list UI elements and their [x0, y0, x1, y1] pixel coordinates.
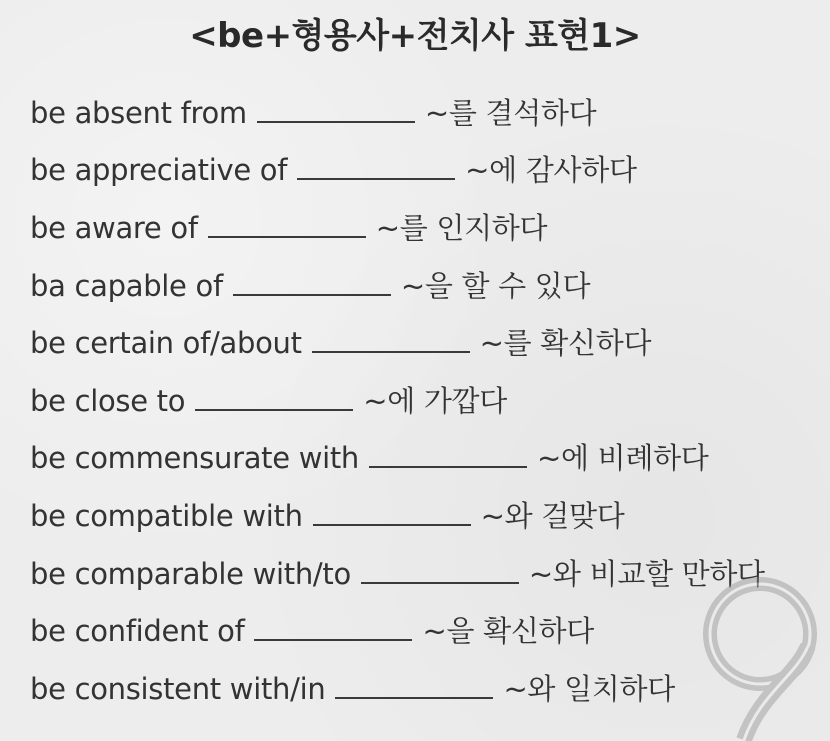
logo-watermark-icon: [690, 572, 830, 741]
list-item: [30, 487, 820, 545]
expression-phrase: be appreciative of: [30, 153, 288, 188]
blank-line: [361, 582, 519, 584]
blank-line: [195, 409, 353, 411]
blank-line: [257, 121, 415, 123]
page-title: <be+형용사+전치사 표현1>: [189, 16, 641, 56]
blank-line: [369, 466, 527, 468]
expression-meaning: ~을 확신하다: [422, 614, 594, 649]
expression-phrase: be confident of: [30, 614, 245, 649]
list-item: [30, 372, 820, 430]
blank-line: [297, 178, 455, 180]
expression-meaning: ~을 할 수 있다: [400, 268, 591, 303]
list-item: [30, 84, 820, 142]
expression-meaning: ~에 비례하다: [537, 441, 709, 476]
expression-phrase: be compatible with: [30, 498, 303, 533]
expression-meaning: ~와 일치하다: [503, 671, 675, 706]
list-item: [30, 314, 820, 372]
expression-phrase: be commensurate with: [30, 441, 360, 476]
list-item: [30, 430, 820, 488]
expression-meaning: ~를 확신하다: [479, 326, 652, 361]
expression-phrase: be close to: [30, 383, 186, 418]
expression-meaning: ~를 결석하다: [424, 95, 597, 130]
expression-meaning: ~에 감사하다: [465, 153, 637, 188]
expression-phrase: be certain of/about: [30, 326, 302, 361]
blank-line: [254, 639, 412, 641]
blank-line: [335, 697, 493, 699]
list-item: [30, 199, 820, 257]
blank-line: [208, 236, 366, 238]
expression-meaning: ~와 비교할 만하다: [528, 556, 765, 591]
blank-line: [233, 294, 391, 296]
expression-meaning: ~에 가깝다: [363, 383, 507, 418]
expression-phrase: ba capable of: [30, 268, 223, 303]
expression-meaning: ~와 걸맞다: [480, 498, 625, 533]
list-item: [30, 257, 820, 315]
expression-phrase: be aware of: [30, 210, 198, 245]
expression-phrase: be comparable with/to: [30, 556, 351, 591]
expression-phrase: be absent from: [30, 95, 247, 130]
list-item: [30, 142, 820, 200]
expression-phrase: be consistent with/in: [30, 671, 326, 706]
blank-line: [312, 351, 470, 353]
expression-meaning: ~를 인지하다: [375, 210, 548, 245]
blank-line: [313, 524, 471, 526]
